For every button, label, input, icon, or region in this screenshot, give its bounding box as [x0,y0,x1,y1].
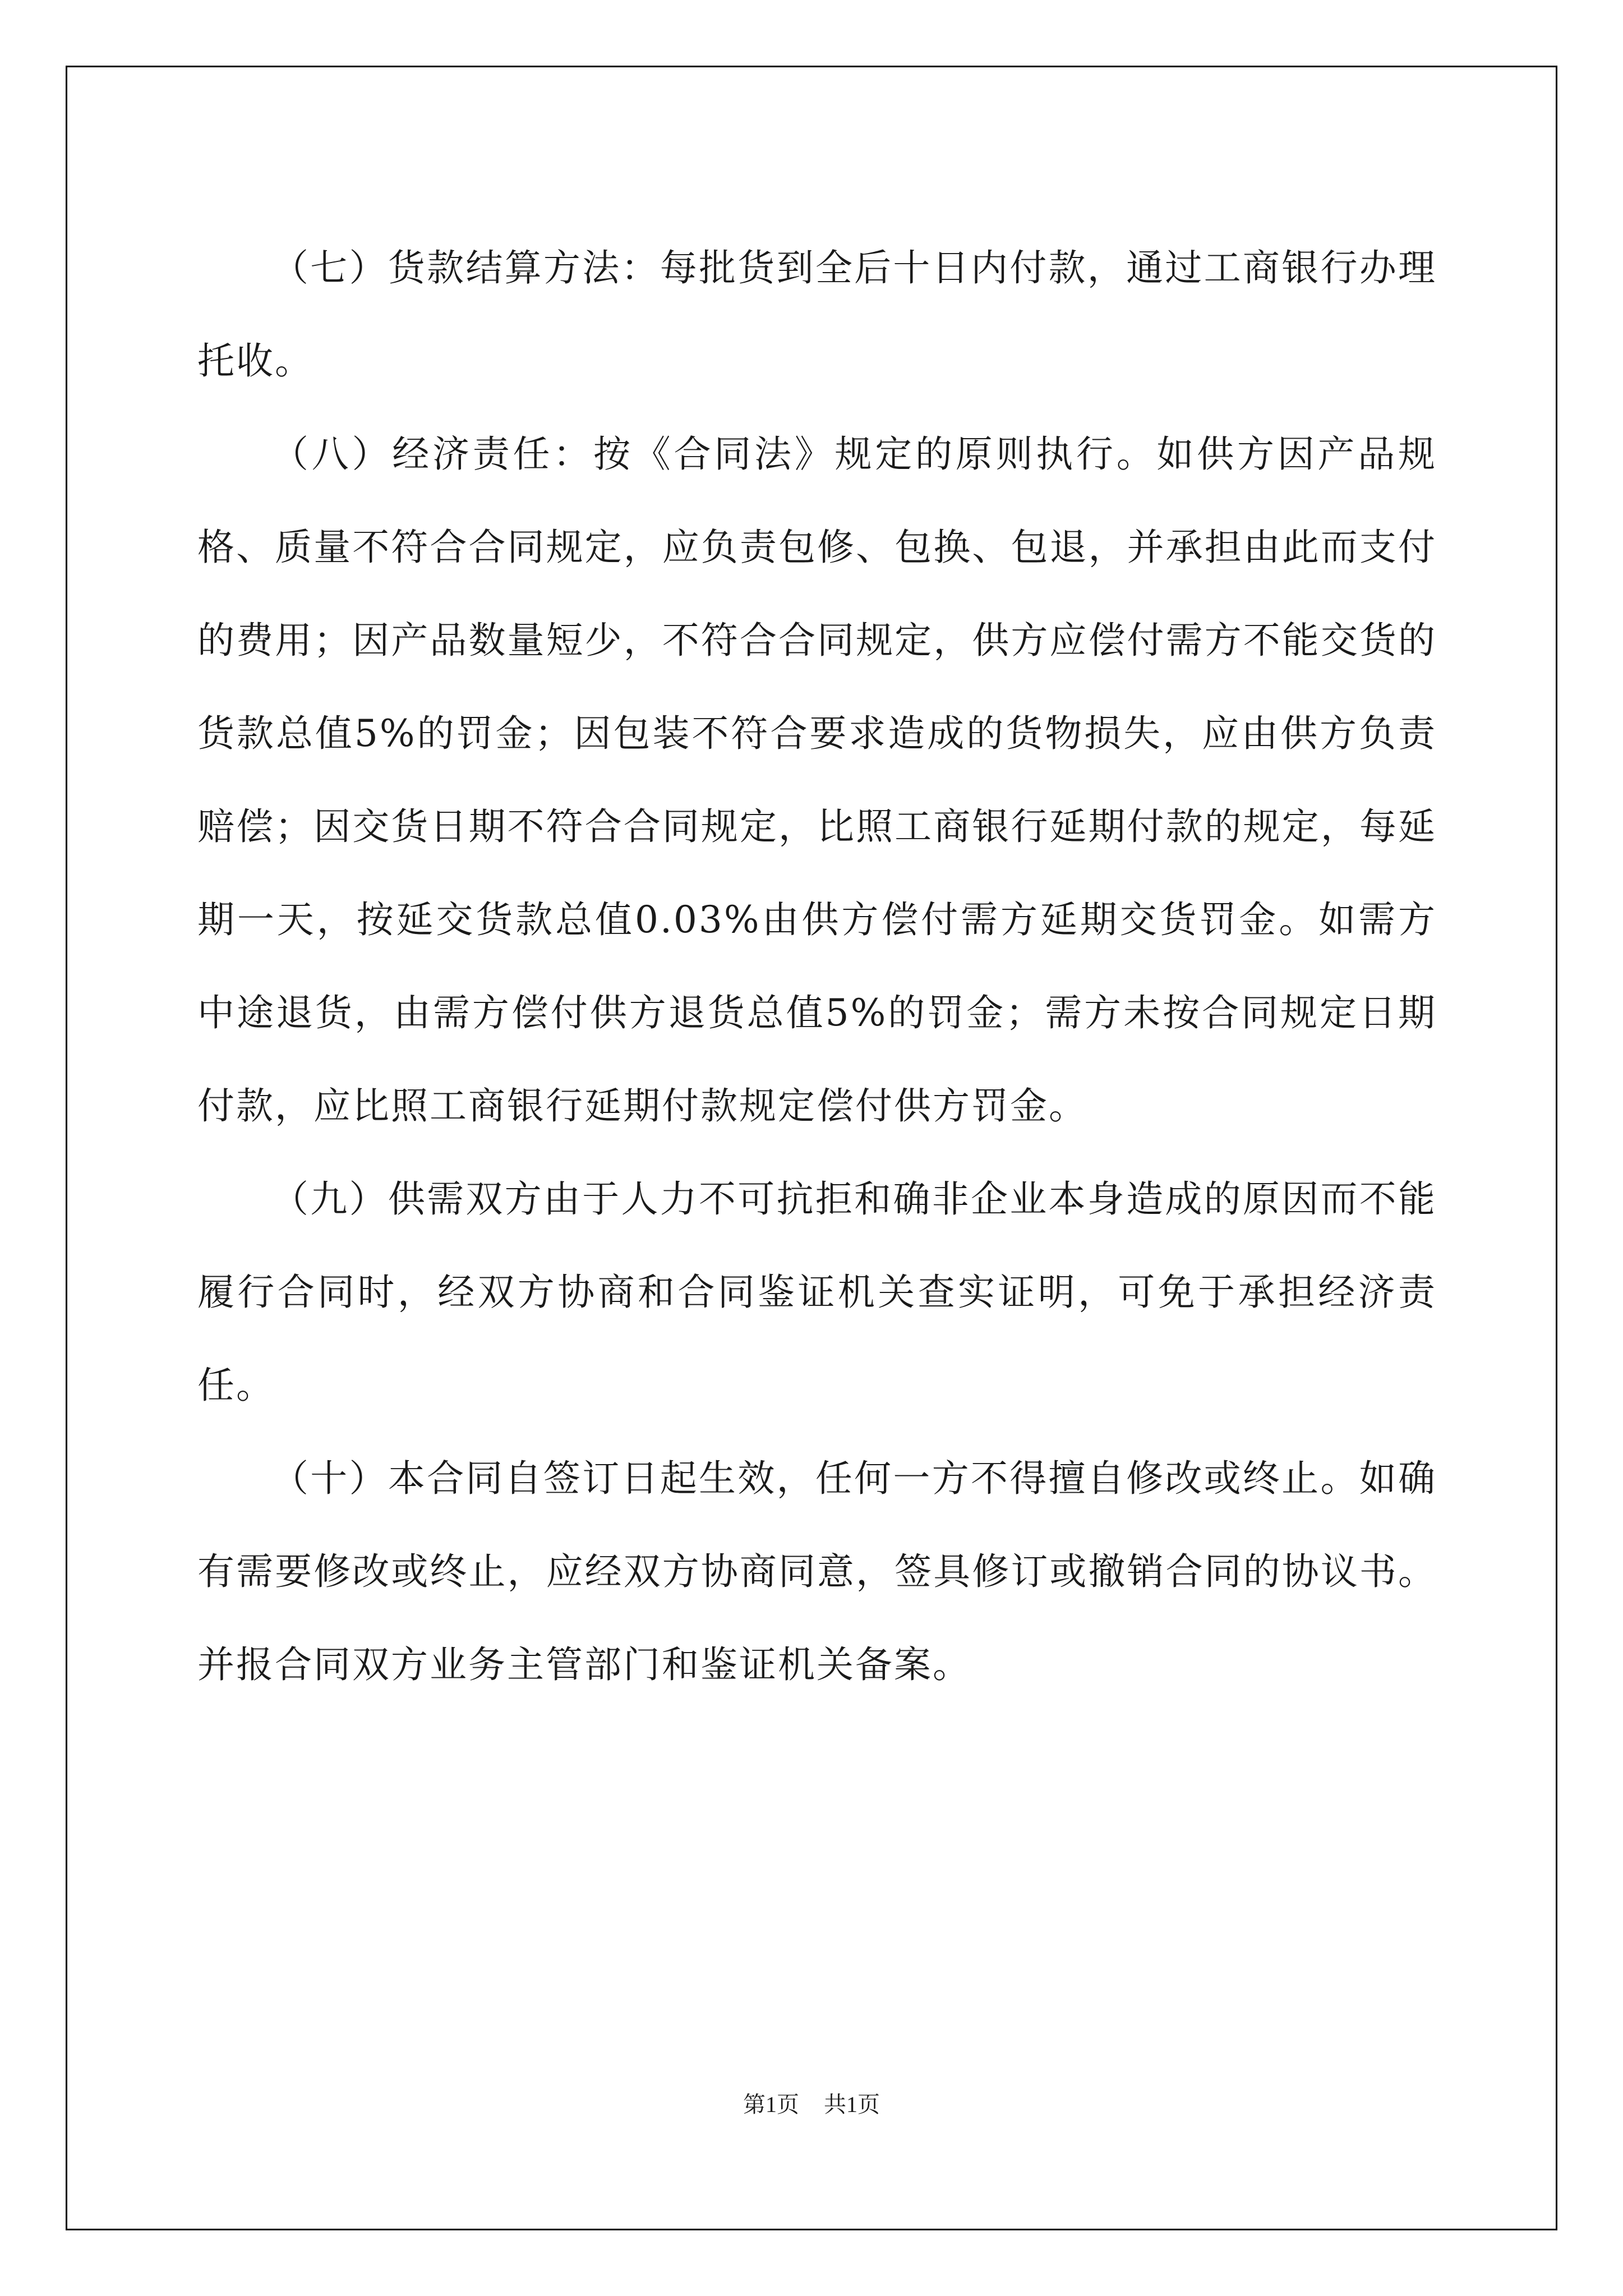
page-footer [0,2087,1623,2119]
page-number: 第1页 [743,2092,799,2117]
paragraph-10: （十）本合同自签订日起生效，任何一方不得擅自修改或终止。如确有需要修改或终止，应经双方协商同意，签具修订或撤销合同的协议书。并报合同双方业务主管部门和鉴证机关备案。 [197,1457,1437,1686]
page-total: 共1页 [824,2092,880,2117]
document-body [197,222,1437,1711]
paragraph-9: （九）供需双方由于人力不可抗拒和确非企业本身造成的原因而不能履行合同时，经双方协商和合同鉴证机关查实证明，可免于承担经济责任。 [197,1177,1437,1407]
paragraph-7: （七）货款结算方法：每批货到全后十日内付款，通过工商银行办理托收。 [197,246,1437,383]
paragraph-8: （八）经济责任：按《合同法》规定的原则执行。如供方因产品规格、质量不符合合同规定，应负责包修、包换、包退，并承担由此而支付的费用；因产品数量短少，不符合合同规定，供方应偿付需方不能交货的货款总值5%的罚金；因包装不符合要求造成的货物损失，应由供方负责赔偿；因交货日期不符合合同规定，比照工商银行延期付款的规定，每延期一天，按延交货款总值0.03%由供方偿付需方延期交货罚金。如需方中途退货，由需方偿付供方退货总值5%的罚金；需方未按合同规定日期付款，应比照工商银行延期付款规定偿付供方罚金。 [197,432,1437,1128]
